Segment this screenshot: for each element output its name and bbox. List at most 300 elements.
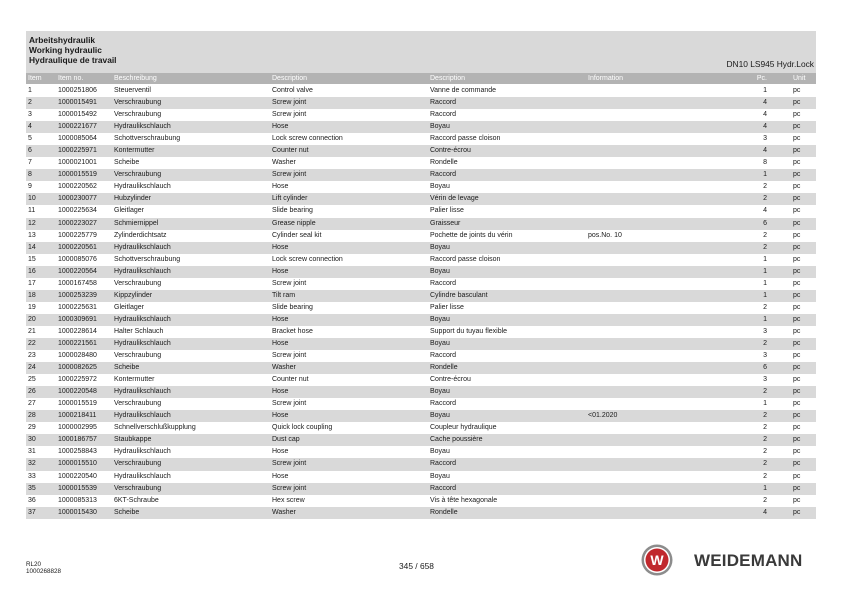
cell-beschreibung: Schottverschraubung xyxy=(114,255,181,263)
cell-description-fr: Contre-écrou xyxy=(430,376,471,384)
cell-item-no: 1000028480 xyxy=(58,352,97,360)
cell-beschreibung: Verschraubung xyxy=(114,279,162,287)
cell-beschreibung: Steuerventil xyxy=(114,87,151,94)
table-row xyxy=(26,242,816,254)
cell-information: pos.No. 10 xyxy=(588,231,622,239)
cell-description-en: Hose xyxy=(272,183,289,191)
cell-description-en: Screw joint xyxy=(272,279,307,287)
cell-pc: 4 xyxy=(763,111,767,119)
cell-item-no: 1000220564 xyxy=(58,267,97,275)
cell-description-en: Washer xyxy=(272,508,296,516)
cell-description-fr: Rondelle xyxy=(430,364,458,372)
weidemann-logo-icon xyxy=(641,544,673,576)
cell-item-no: 1000228614 xyxy=(58,327,97,335)
cell-description-fr: Raccord xyxy=(430,400,457,408)
cell-unit: pc xyxy=(793,183,801,191)
cell-description-en: Dust cap xyxy=(272,436,300,444)
cell-unit: pc xyxy=(793,339,801,347)
cell-pc: 2 xyxy=(763,388,767,396)
cell-beschreibung: 6KT-Schraube xyxy=(114,496,159,504)
cell-unit: pc xyxy=(793,388,801,396)
cell-unit: pc xyxy=(793,111,801,119)
cell-pc: 4 xyxy=(763,123,767,131)
cell-item: 21 xyxy=(28,327,36,335)
cell-beschreibung: Verschraubung xyxy=(114,171,162,179)
cell-unit: pc xyxy=(793,472,801,480)
cell-pc: 2 xyxy=(763,412,767,420)
cell-item-no: 1000082625 xyxy=(58,364,97,372)
cell-beschreibung: Verschraubung xyxy=(114,111,162,119)
table-row xyxy=(26,350,816,362)
cell-pc: 2 xyxy=(763,195,767,203)
cell-description-en: Bracket hose xyxy=(272,327,313,335)
cell-item-no: 1000085313 xyxy=(58,496,97,504)
cell-pc: 4 xyxy=(763,147,767,155)
cell-pc: 6 xyxy=(763,219,767,227)
cell-description-fr: Raccord passe cloison xyxy=(430,135,501,143)
cell-beschreibung: Verschraubung xyxy=(114,484,162,492)
cell-item: 14 xyxy=(28,243,36,251)
cell-item: 16 xyxy=(28,267,36,275)
cell-beschreibung: Hydraulikschlauch xyxy=(114,388,171,396)
logo-letter: W xyxy=(650,552,664,568)
cell-description-en: Slide bearing xyxy=(272,207,313,215)
cell-unit: pc xyxy=(793,400,801,408)
cell-beschreibung: Hydraulikschlauch xyxy=(114,412,171,420)
cell-beschreibung: Kontermutter xyxy=(114,376,155,384)
cell-pc: 2 xyxy=(763,460,767,468)
table-row xyxy=(26,181,816,193)
cell-item-no: 1000221561 xyxy=(58,339,97,347)
cell-item: 30 xyxy=(28,436,36,444)
cell-item-no: 1000225631 xyxy=(58,303,97,311)
cell-unit: pc xyxy=(793,436,801,444)
cell-description-en: Tilt ram xyxy=(272,291,296,299)
cell-pc: 3 xyxy=(763,135,767,143)
cell-description-fr: Boyau xyxy=(430,123,450,131)
cell-unit: pc xyxy=(793,352,801,360)
cell-unit: pc xyxy=(793,508,801,516)
cell-description-fr: Contre-écrou xyxy=(430,147,471,155)
cell-pc: 4 xyxy=(763,99,767,107)
table-row xyxy=(26,254,816,266)
cell-unit: pc xyxy=(793,195,801,203)
cell-item: 3 xyxy=(28,111,32,119)
cell-beschreibung: Gleitlager xyxy=(114,207,144,215)
cell-unit: pc xyxy=(793,448,801,456)
table-row xyxy=(26,386,816,398)
table-header xyxy=(26,73,816,84)
cell-beschreibung: Hydraulikschlauch xyxy=(114,183,171,191)
cell-description-en: Hose xyxy=(272,123,289,131)
cell-description-en: Grease nipple xyxy=(272,219,316,227)
cell-description-fr: Boyau xyxy=(430,448,450,456)
cell-item-no: 1000220562 xyxy=(58,183,97,191)
cell-unit: pc xyxy=(793,99,801,107)
cell-item-no: 1000225972 xyxy=(58,376,97,384)
cell-beschreibung: Hydraulikschlauch xyxy=(114,472,171,480)
cell-beschreibung: Scheibe xyxy=(114,364,140,372)
cell-pc: 1 xyxy=(763,87,767,94)
cell-description-en: Hose xyxy=(272,243,289,251)
table-row xyxy=(26,362,816,374)
cell-item-no: 1000085076 xyxy=(58,255,97,263)
cell-beschreibung: Verschraubung xyxy=(114,400,162,408)
cell-description-fr: Boyau xyxy=(430,243,450,251)
title-german: Arbeitshydraulik xyxy=(29,35,96,45)
cell-item-no: 1000085064 xyxy=(58,135,97,143)
cell-unit: pc xyxy=(793,460,801,468)
cell-description-fr: Raccord xyxy=(430,460,457,468)
cell-pc: 6 xyxy=(763,364,767,372)
cell-beschreibung: Hubzylinder xyxy=(114,195,151,203)
brand-name: WEIDEMANN xyxy=(694,551,803,570)
cell-item: 27 xyxy=(28,400,36,408)
cell-item-no: 1000251806 xyxy=(58,87,97,94)
cell-pc: 2 xyxy=(763,303,767,311)
cell-item-no: 1000221677 xyxy=(58,123,97,131)
table-row xyxy=(26,314,816,326)
table-row xyxy=(26,434,816,446)
col-description-fr: Description xyxy=(430,74,466,82)
cell-description-en: Screw joint xyxy=(272,99,307,107)
table-row xyxy=(26,218,816,230)
cell-description-fr: Boyau xyxy=(430,412,450,420)
cell-pc: 3 xyxy=(763,352,767,360)
cell-description-en: Counter nut xyxy=(272,147,309,155)
cell-beschreibung: Gleitlager xyxy=(114,303,144,311)
cell-item: 4 xyxy=(28,123,32,131)
cell-beschreibung: Schmiernippel xyxy=(114,219,159,227)
cell-beschreibung: Zylinderdichtsatz xyxy=(114,231,167,239)
cell-item-no: 1000220561 xyxy=(58,243,97,251)
cell-unit: pc xyxy=(793,315,801,323)
col-information: Information xyxy=(588,74,624,82)
table-row xyxy=(26,169,816,181)
cell-item-no: 1000167458 xyxy=(58,279,97,287)
cell-description-en: Hose xyxy=(272,448,289,456)
cell-item-no: 1000225634 xyxy=(58,207,97,215)
table-row xyxy=(26,278,816,290)
cell-description-fr: Raccord xyxy=(430,99,457,107)
cell-beschreibung: Staubkappe xyxy=(114,436,152,444)
table-row xyxy=(26,121,816,133)
cell-description-en: Hose xyxy=(272,412,289,420)
cell-unit: pc xyxy=(793,267,801,275)
cell-item-no: 1000186757 xyxy=(58,436,97,444)
cell-item: 17 xyxy=(28,279,36,287)
table-row xyxy=(26,97,816,109)
cell-pc: 2 xyxy=(763,243,767,251)
cell-description-fr: Vis à tête hexagonale xyxy=(430,496,498,504)
cell-item: 11 xyxy=(28,207,36,215)
table-row xyxy=(26,458,816,470)
section-header xyxy=(26,31,816,73)
cell-item: 35 xyxy=(28,484,36,492)
cell-item: 22 xyxy=(28,339,36,347)
cell-description-fr: Support du tuyau flexible xyxy=(430,327,508,335)
cell-unit: pc xyxy=(793,412,801,420)
table-row xyxy=(26,205,816,217)
cell-pc: 1 xyxy=(763,315,767,323)
cell-pc: 2 xyxy=(763,183,767,191)
cell-beschreibung: Hydraulikschlauch xyxy=(114,267,171,275)
cell-beschreibung: Hydraulikschlauch xyxy=(114,123,171,131)
cell-pc: 1 xyxy=(763,291,767,299)
table-row xyxy=(26,398,816,410)
cell-item: 32 xyxy=(28,460,36,468)
cell-unit: pc xyxy=(793,327,801,335)
cell-description-fr: Boyau xyxy=(430,388,450,396)
table-row xyxy=(26,290,816,302)
model-label: DN10 LS945 Hydr.Lock xyxy=(726,59,814,69)
cell-pc: 4 xyxy=(763,508,767,516)
cell-item: 31 xyxy=(28,448,36,456)
cell-description-fr: Raccord xyxy=(430,279,457,287)
cell-item-no: 1000015539 xyxy=(58,484,97,492)
cell-description-en: Lock screw connection xyxy=(272,135,343,143)
cell-unit: pc xyxy=(793,231,801,239)
table-row xyxy=(26,446,816,458)
cell-description-fr: Boyau xyxy=(430,267,450,275)
cell-description-fr: Boyau xyxy=(430,183,450,191)
cell-unit: pc xyxy=(793,159,801,167)
cell-beschreibung: Hydraulikschlauch xyxy=(114,448,171,456)
cell-description-en: Screw joint xyxy=(272,111,307,119)
col-item: Item xyxy=(28,74,42,82)
cell-item: 37 xyxy=(28,508,36,516)
cell-pc: 4 xyxy=(763,207,767,215)
table-row xyxy=(26,109,816,121)
cell-description-fr: Vanne de commande xyxy=(430,87,497,94)
cell-beschreibung: Schnellverschlußkupplung xyxy=(114,424,196,432)
cell-pc: 2 xyxy=(763,448,767,456)
cell-pc: 2 xyxy=(763,472,767,480)
cell-item-no: 1000015510 xyxy=(58,460,97,468)
cell-item: 25 xyxy=(28,376,36,384)
cell-description-en: Hose xyxy=(272,339,289,347)
cell-beschreibung: Schottverschraubung xyxy=(114,135,181,143)
table-row xyxy=(26,302,816,314)
col-unit: Unit xyxy=(793,74,806,82)
cell-item-no: 1000258843 xyxy=(58,448,97,456)
cell-unit: pc xyxy=(793,303,801,311)
cell-item: 9 xyxy=(28,183,32,191)
cell-item-no: 1000220548 xyxy=(58,388,97,396)
cell-item: 24 xyxy=(28,364,36,372)
cell-description-en: Washer xyxy=(272,159,296,167)
cell-beschreibung: Hydraulikschlauch xyxy=(114,243,171,251)
cell-item: 18 xyxy=(28,291,36,299)
cell-item: 36 xyxy=(28,496,36,504)
cell-beschreibung: Scheibe xyxy=(114,159,140,167)
cell-description-en: Screw joint xyxy=(272,352,307,360)
table-row xyxy=(26,495,816,507)
cell-description-fr: Cylindre basculant xyxy=(430,291,488,299)
cell-pc: 2 xyxy=(763,231,767,239)
cell-unit: pc xyxy=(793,123,801,131)
cell-unit: pc xyxy=(793,376,801,384)
cell-unit: pc xyxy=(793,484,801,492)
cell-pc: 3 xyxy=(763,376,767,384)
cell-description-en: Hose xyxy=(272,472,289,480)
table-row xyxy=(26,422,816,434)
col-item-no: Item no. xyxy=(58,74,84,82)
cell-item: 15 xyxy=(28,255,36,263)
footer-doc-info xyxy=(26,561,61,575)
table-row xyxy=(26,145,816,157)
cell-description-en: Lock screw connection xyxy=(272,255,343,263)
table-row xyxy=(26,410,816,422)
cell-item-no: 1000220540 xyxy=(58,472,97,480)
table-row xyxy=(26,326,816,338)
cell-item-no: 1000015491 xyxy=(58,99,97,107)
cell-description-en: Control valve xyxy=(272,87,313,94)
cell-pc: 1 xyxy=(763,484,767,492)
cell-unit: pc xyxy=(793,87,801,94)
table-row xyxy=(26,157,816,169)
cell-description-en: Screw joint xyxy=(272,171,307,179)
cell-description-fr: Pochette de joints du vérin xyxy=(430,231,513,239)
cell-pc: 8 xyxy=(763,159,767,167)
cell-description-en: Lift cylinder xyxy=(272,195,308,203)
cell-item-no: 1000015519 xyxy=(58,400,97,408)
footer-doc-number: 1000268828 xyxy=(26,568,62,575)
cell-unit: pc xyxy=(793,135,801,143)
cell-description-fr: Rondelle xyxy=(430,159,458,167)
cell-description-en: Washer xyxy=(272,364,296,372)
cell-description-en: Screw joint xyxy=(272,484,307,492)
table-row xyxy=(26,133,816,145)
cell-beschreibung: Verschraubung xyxy=(114,352,162,360)
cell-item: 2 xyxy=(28,99,32,107)
cell-description-en: Quick lock coupling xyxy=(272,424,333,432)
cell-description-en: Slide bearing xyxy=(272,303,313,311)
cell-pc: 1 xyxy=(763,171,767,179)
cell-beschreibung: Kontermutter xyxy=(114,147,155,155)
cell-pc: 2 xyxy=(763,496,767,504)
cell-item-no: 1000021001 xyxy=(58,159,97,167)
cell-beschreibung: Verschraubung xyxy=(114,99,162,107)
cell-pc: 1 xyxy=(763,400,767,408)
cell-item: 7 xyxy=(28,159,32,167)
cell-unit: pc xyxy=(793,424,801,432)
cell-item-no: 1000225971 xyxy=(58,147,97,155)
cell-unit: pc xyxy=(793,219,801,227)
table-row xyxy=(26,374,816,386)
cell-pc: 1 xyxy=(763,267,767,275)
cell-pc: 2 xyxy=(763,436,767,444)
cell-description-en: Screw joint xyxy=(272,460,307,468)
table-row xyxy=(26,266,816,278)
cell-beschreibung: Kippzylinder xyxy=(114,291,153,299)
cell-description-fr: Raccord xyxy=(430,111,457,119)
cell-item: 19 xyxy=(28,303,36,311)
footer-code: RL20 xyxy=(26,561,42,568)
cell-beschreibung: Hydraulikschlauch xyxy=(114,315,171,323)
page-number: 345 / 658 xyxy=(399,561,434,571)
cell-description-en: Counter nut xyxy=(272,376,309,384)
table-row xyxy=(26,507,816,519)
cell-item: 26 xyxy=(28,388,36,396)
cell-item: 12 xyxy=(28,219,36,227)
title-french: Hydraulique de travail xyxy=(29,55,117,65)
cell-beschreibung: Scheibe xyxy=(114,508,140,516)
cell-pc: 3 xyxy=(763,327,767,335)
cell-item-no: 1000015492 xyxy=(58,111,97,119)
cell-item-no: 1000253239 xyxy=(58,291,97,299)
table-row xyxy=(26,193,816,205)
cell-item: 29 xyxy=(28,424,36,432)
cell-unit: pc xyxy=(793,496,801,504)
cell-description-fr: Cache poussière xyxy=(430,436,483,444)
table-row xyxy=(26,85,816,97)
cell-description-en: Hose xyxy=(272,267,289,275)
cell-description-fr: Rondelle xyxy=(430,508,458,516)
cell-pc: 2 xyxy=(763,424,767,432)
cell-item-no: 1000223027 xyxy=(58,219,97,227)
cell-information: <01.2020 xyxy=(588,412,618,420)
cell-description-fr: Raccord xyxy=(430,352,457,360)
cell-item-no: 1000309691 xyxy=(58,315,97,323)
cell-item: 20 xyxy=(28,315,36,323)
table-row xyxy=(26,471,816,483)
cell-beschreibung: Halter Schlauch xyxy=(114,327,164,335)
cell-description-fr: Coupleur hydraulique xyxy=(430,424,497,432)
cell-item-no: 1000002995 xyxy=(58,424,97,432)
cell-description-en: Hex screw xyxy=(272,496,305,504)
cell-description-en: Hose xyxy=(272,315,289,323)
cell-pc: 2 xyxy=(763,339,767,347)
cell-description-fr: Raccord xyxy=(430,484,457,492)
cell-unit: pc xyxy=(793,243,801,251)
col-pc: Pc. xyxy=(756,74,767,82)
cell-item: 23 xyxy=(28,352,36,360)
cell-unit: pc xyxy=(793,171,801,179)
cell-description-en: Hose xyxy=(272,388,289,396)
cell-description-fr: Boyau xyxy=(430,339,450,347)
cell-unit: pc xyxy=(793,147,801,155)
cell-description-fr: Palier lisse xyxy=(430,207,464,215)
cell-unit: pc xyxy=(793,291,801,299)
cell-description-en: Screw joint xyxy=(272,400,307,408)
cell-item: 13 xyxy=(28,231,36,239)
cell-item: 33 xyxy=(28,472,36,480)
cell-unit: pc xyxy=(793,255,801,263)
cell-description-fr: Boyau xyxy=(430,315,450,323)
cell-description-fr: Palier lisse xyxy=(430,303,464,311)
cell-unit: pc xyxy=(793,364,801,372)
cell-item-no: 1000230077 xyxy=(58,195,97,203)
cell-beschreibung: Hydraulikschlauch xyxy=(114,339,171,347)
cell-item: 28 xyxy=(28,412,36,420)
cell-item: 6 xyxy=(28,147,32,155)
title-english: Working hydraulic xyxy=(29,45,102,55)
cell-description-fr: Raccord passe cloison xyxy=(430,255,501,263)
table-row xyxy=(26,483,816,495)
cell-description-en: Cylinder seal kit xyxy=(272,231,322,239)
parts-table xyxy=(26,85,816,519)
cell-item: 10 xyxy=(28,195,36,203)
cell-item: 1 xyxy=(28,87,32,94)
cell-item-no: 1000015519 xyxy=(58,171,97,179)
table-row xyxy=(26,230,816,242)
cell-description-fr: Raccord xyxy=(430,171,457,179)
cell-pc: 1 xyxy=(763,279,767,287)
cell-pc: 1 xyxy=(763,255,767,263)
col-beschreibung: Beschreibung xyxy=(114,74,157,82)
cell-item-no: 1000225779 xyxy=(58,231,97,239)
